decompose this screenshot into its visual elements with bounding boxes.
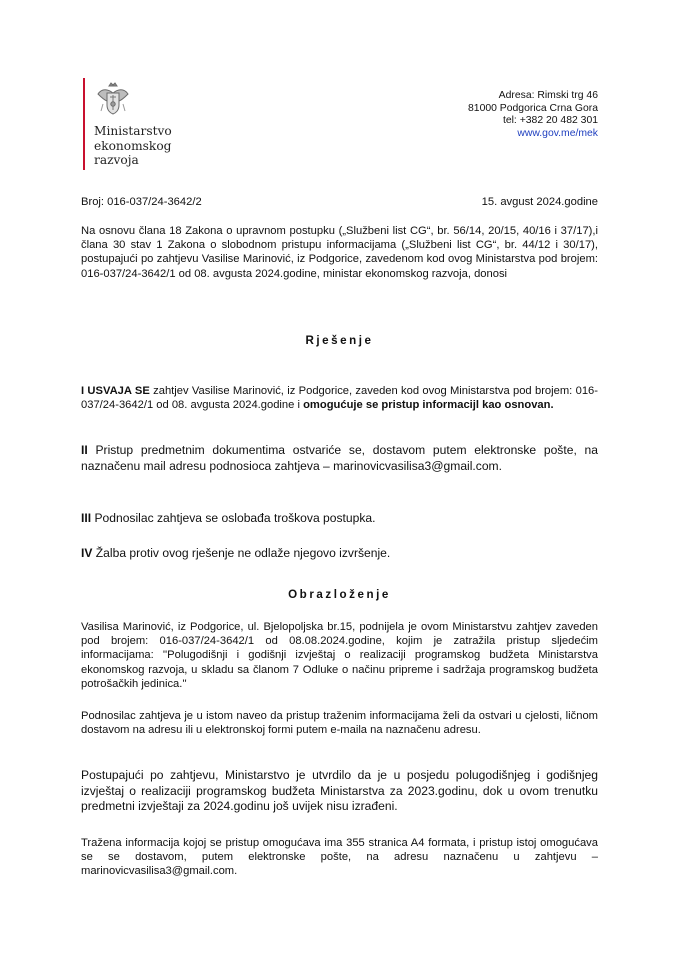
decision-item-4-number: IV (81, 546, 93, 560)
reasoning-paragraph-4: Tražena informacija kojoj se pristup omogućava ima 355 stranica A4 formata, i pristup istoj omogućava se se dostavom, putem elektronske pošte, na adresu naznačenu u zahtjevu – marinovicvasilisa3@gmail.com. (81, 837, 598, 878)
reasoning-heading: Obrazloženje (288, 588, 391, 601)
decision-item-1 (81, 384, 598, 412)
reasoning-paragraph-2: Podnosilac zahtjeva je u istom naveo da pristup traženim informacijama želi da ostvari u cjelosti, ličnom dostavom na adresu ili u elektronskoj formi putem e-maila na naznačenu adresu. (81, 710, 598, 737)
reference-number: Broj: 016-037/24-3642/2 (81, 196, 202, 208)
ministry-name-line: razvoja (94, 153, 139, 167)
intro-paragraph: Na osnovu člana 18 Zakona o upravnom postupku („Službeni list CG“, br. 56/14, 20/15, 40/16 i 37/17),i člana 30 stav 1 Zakona o slobodnom pristupu informacijama („Službeni list CG“, br. 44/12 i 30/17), postupajući po zahtjevu Vasilise Marinović, iz Podgorice, zavedenom kod ovog Ministarstva pod brojem: 016-037/24-3642/1 od 08. avgusta 2024.godine, ministar ekonomskog razvoja, donosi (81, 225, 598, 280)
decision-item-1-bold-end: omogućuje se pristup informacijl kao osnovan. (303, 399, 554, 412)
decision-item-1-text: zahtjev Vasilise Marinović, iz Podgorice, zaveden kod ovog Ministarstva pod brojem: 016-037/24-3642/1 od 08. avgusta 2024.godine i (81, 385, 598, 412)
decision-item-4-text: Žalba protiv ovog rješenje ne odlaže njegovo izvršenje. (92, 546, 391, 560)
address-block (468, 90, 598, 140)
decision-heading: Rješenje (305, 334, 374, 347)
decision-item-3-text: Podnosilac zahtjeva se oslobađa troškova postupka. (91, 511, 376, 525)
decision-item-3 (81, 511, 598, 527)
address-city: 81000 Podgorica Crna Gora (468, 102, 598, 114)
website-link[interactable]: www.gov.me/mek (517, 127, 598, 139)
reasoning-paragraph-1: Vasilisa Marinović, iz Podgorice, ul. Bjelopoljska br.15, podnijela je ovom Ministarstvu zahtjev zaveden pod brojem: 016-037/24-3642/1 od 08.08.2024.godine, kojim je zatražila pristup sljedećim informacijama: ''Polugodišnji i godišnji izvještaj o realizaciji programskog budžeta Ministarstva ekonomskog razvoja, u skladu sa članom 7 Odluke o načinu pripreme i sadržaja programskog budžeta potrošačkih jedinica.'' (81, 621, 598, 690)
decision-item-2-number: II (81, 443, 88, 457)
decision-item-1-bold: I USVAJA SE (81, 385, 150, 397)
decision-item-3-number: III (81, 511, 92, 525)
ministry-name-line: ekonomskog (94, 138, 172, 153)
logo-accent-bar (83, 78, 85, 170)
decision-item-2 (81, 443, 598, 474)
address-street: Adresa: Rimski trg 46 (498, 90, 598, 101)
coat-of-arms-icon (92, 80, 134, 120)
decision-item-4 (81, 546, 598, 562)
ministry-name-line: Ministarstvo (94, 124, 172, 138)
decision-item-2-text: Pristup predmetnim dokumentima ostvariće se, dostavom putem elektronske pošte, na naznačenu mail adresu podnosioca zahtjeva – marinovicvasilisa3@gmail.com. (81, 443, 598, 473)
reasoning-paragraph-3: Postupajući po zahtjevu, Ministarstvo je utvrdilo da je u posjedu polugodišnjeg i godišnjeg izvještaj o realizaciji programskog budžeta Ministarstva za 2023.godinu, dok u ovom trenutku predmetni izvještaji za 2024.godinu još uvijek nisu izrađeni. (81, 768, 598, 814)
document-date: 15. avgust 2024.godine (481, 196, 598, 208)
address-phone: tel: +382 20 482 301 (502, 115, 598, 127)
ministry-name (94, 124, 172, 168)
